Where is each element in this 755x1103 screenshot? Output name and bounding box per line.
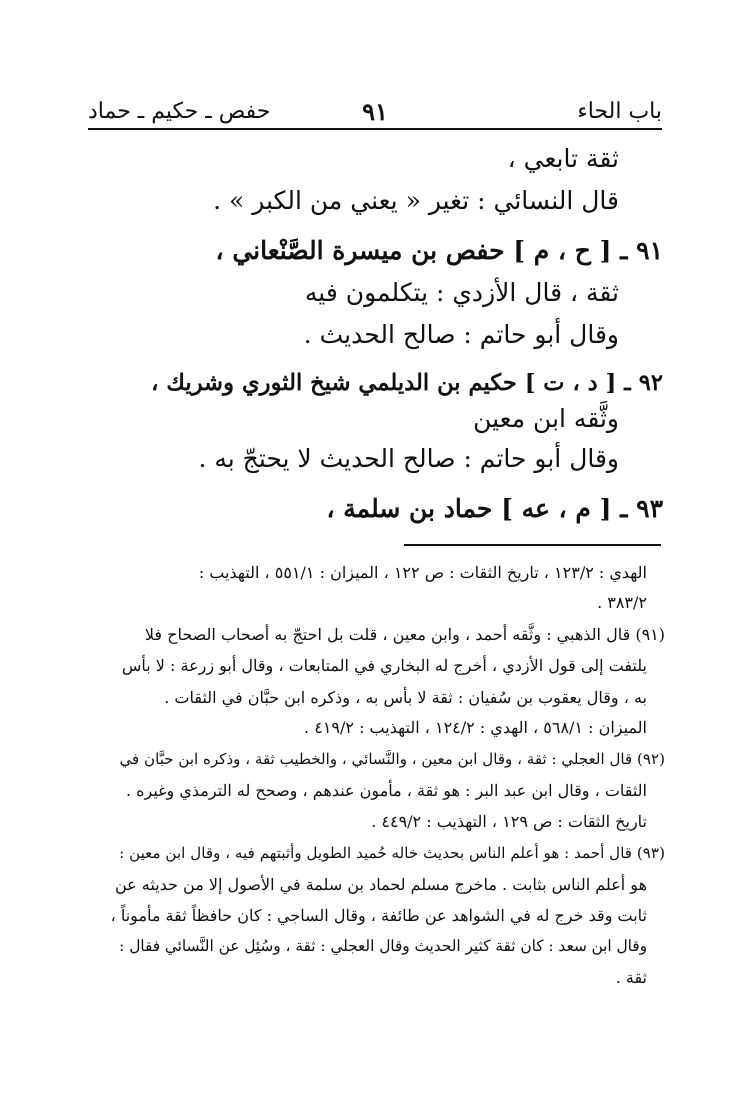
footnote-line: (٩١) قال الذهبي : وثَّقه أحمد ، وابن معين ، قلت بل احتجّ به أصحاب الصحاح فلا	[144, 625, 665, 644]
footnote-line: الثقات ، وقال ابن عبد البر : هو ثقة ، مأمون عندهم ، وصحح له الترمذي وغيره .	[125, 781, 647, 800]
text-line: ثقة تابعي ،	[507, 144, 619, 173]
footnote-line: تاريخ الثقات : ص ١٢٩ ، التهذيب : ٤٤٩/٢ .	[371, 812, 647, 831]
footnote-separator	[404, 544, 661, 546]
entry-heading-93: ٩٣ ـ [ م ، عه ] حماد بن سلمة ،	[326, 494, 663, 523]
footnote-line: وقال ابن سعد : كان ثقة كثير الحديث وقال العجلي : ثقة ، وسُئِل عن النَّسائي فقال :	[119, 937, 647, 955]
footnote-line: يلتفت إلى قول الأزدي ، أخرج له البخاري في المتابعات ، وقال أبو زرعة : لا بأس	[121, 656, 647, 675]
footnote-line: به ، وقال يعقوب بن سُفيان : ثقة لا بأس به ، وذكره ابن حبَّان في الثقات .	[164, 688, 647, 707]
header-rule	[88, 128, 662, 130]
footnote-line: الهدي : ١٢٣/٢ ، تاريخ الثقات : ص ١٢٢ ، الميزان : ٥٥١/١ ، التهذيب :	[198, 563, 647, 582]
text-line: وقال أبو حاتم : صالح الحديث .	[303, 320, 619, 349]
footnote-line: الميزان : ٥٦٨/١ ، الهدي : ١٢٤/٢ ، التهذيب : ٤١٩/٢ .	[304, 718, 647, 737]
footnote-line: (٩٢) قال العجلي : ثقة ، وقال ابن معين ، والنَّسائي ، والخطيب ثقة ، وذكره ابن حبَّان في	[119, 750, 665, 768]
text-line: وقال أبو حاتم : صالح الحديث لا يحتجّ به .	[198, 444, 619, 473]
footnote-line: ثابت وقد خرج له في الشواهد عن طائفة ، وقال الساجي : كان حافظاً ثقة مأموناً ،	[110, 906, 647, 925]
chapter-title: باب الحاء	[577, 99, 662, 124]
text-line: ثقة ، قال الأزدي : يتكلمون فيه	[304, 278, 619, 307]
footnote-line: هو أعلم الناس بثابت . ماخرج مسلم لحماد بن سلمة في الأصول إلا من حديثه عن	[114, 875, 647, 894]
footnote-line: ثقة .	[615, 968, 647, 987]
text-line: قال النسائي : تغير « يعني من الكبر » .	[213, 186, 619, 215]
entry-heading-92: ٩٢ ـ [ د ، ت ] حكيم بن الديلمي شيخ الثوري وشريك ،	[151, 370, 663, 396]
footnote-line: (٩٣) قال أحمد : هو أعلم الناس بحديث خاله حُميد الطويل وأثبتهم فيه ، وقال ابن معين :	[119, 844, 665, 862]
footnote-line: ٣٨٣/٢ .	[597, 593, 647, 612]
text-line: وثَّقه ابن معين	[473, 404, 619, 433]
entry-heading-91: ٩١ ـ [ ح ، م ] حفص بن ميسرة الصَّنْعاني ،	[215, 236, 663, 265]
header-names: حفص ـ حكيم ـ حماد	[88, 99, 271, 124]
running-header	[88, 98, 662, 132]
page-number: ٩١	[362, 97, 388, 126]
